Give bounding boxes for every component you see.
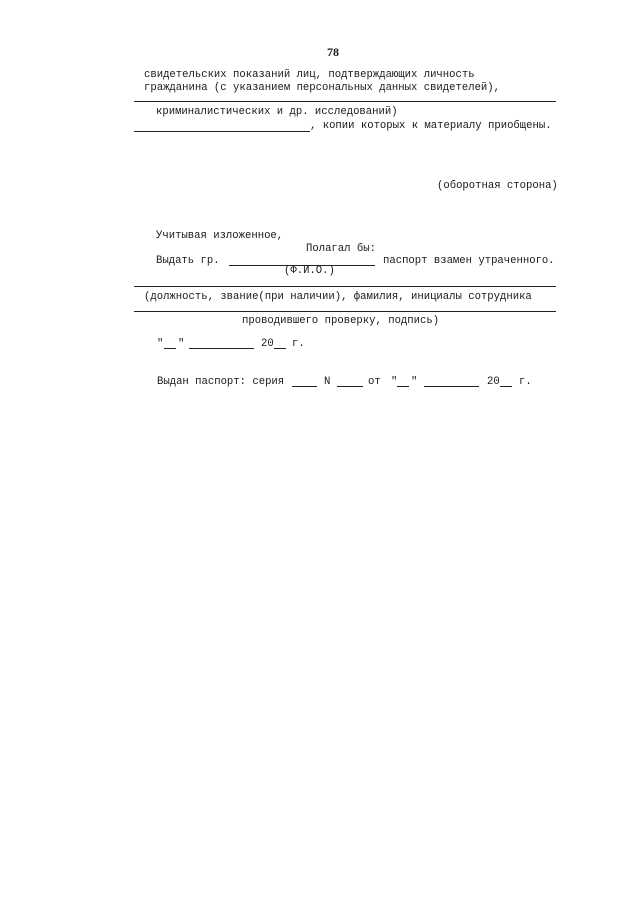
considering-text: Учитывая изложенное, (156, 230, 284, 242)
witness-text-line-1: свидетельских показаний лиц, подтверждающих личность (144, 69, 475, 81)
issued-day-line (397, 386, 409, 387)
reverse-side-label: (оборотная сторона) (437, 180, 558, 192)
date-year-line (274, 348, 286, 349)
date-close-quote: " (178, 338, 185, 350)
date-month-line (189, 348, 254, 349)
issue-suffix: паспорт взамен утраченного. (383, 255, 555, 267)
date-year-suffix: г. (292, 338, 305, 350)
proposal-text: Полагал бы: (306, 243, 376, 255)
position-caption-2: проводившего проверку, подпись) (242, 315, 440, 327)
attachment-text: , копии которых к материалу приобщены. (310, 120, 552, 132)
issued-passport-prefix: Выдан паспорт: серия (157, 376, 285, 388)
witness-text-line-2: гражданина (с указанием персональных данных свидетелей), (144, 82, 501, 94)
from-label: от (368, 376, 381, 388)
fio-caption: (Ф.И.О.) (284, 265, 335, 277)
issued-year-line (500, 386, 512, 387)
issued-year-suffix: г. (519, 376, 532, 388)
issue-prefix: Выдать гр. (156, 255, 220, 267)
blank-line (134, 131, 310, 132)
date-open-quote: " (157, 338, 164, 350)
date-day-line (164, 348, 176, 349)
page-number: 78 (327, 45, 339, 59)
series-line (292, 386, 317, 387)
witness-text-line-3: криминалистических и др. исследований) (156, 106, 398, 118)
issued-open-quote: " (391, 376, 398, 388)
date-year: 20 (261, 338, 274, 350)
blank-line (134, 101, 556, 102)
number-label: N (324, 376, 331, 388)
blank-line (134, 286, 556, 287)
issued-close-quote: " (411, 376, 418, 388)
blank-line (134, 311, 556, 312)
issued-year: 20 (487, 376, 500, 388)
position-caption-1: (должность, звание(при наличии), фамилия, инициалы сотрудника (144, 291, 532, 303)
issued-month-line (424, 386, 479, 387)
number-line (337, 386, 363, 387)
